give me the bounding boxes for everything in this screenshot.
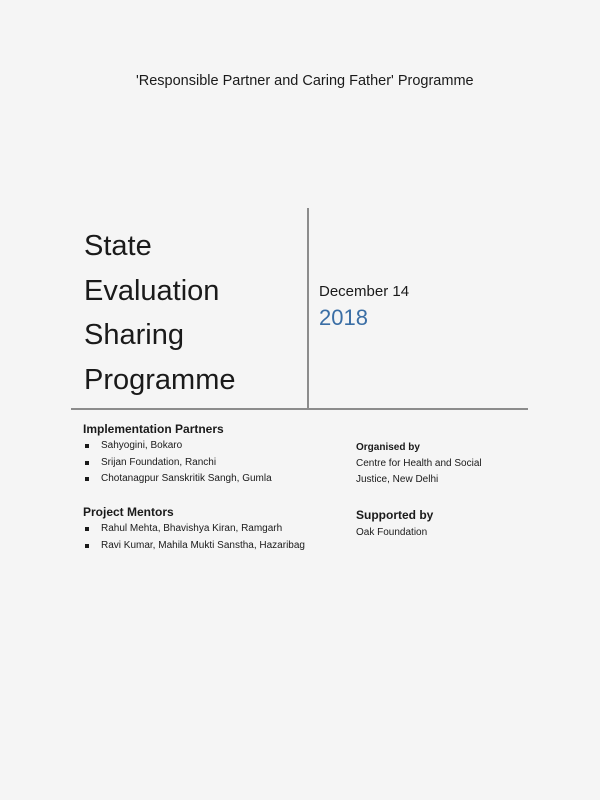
vertical-divider	[307, 208, 309, 409]
title-line: State	[84, 230, 152, 262]
organiser-line: Centre for Health and Social	[356, 458, 482, 469]
list-item	[85, 471, 272, 488]
document-title	[84, 224, 236, 402]
bullet-icon	[85, 461, 89, 465]
event-date: December 14	[319, 283, 410, 300]
title-line: Sharing	[84, 319, 184, 351]
implementation-partners-heading: Implementation Partners	[83, 422, 224, 436]
bullet-icon	[85, 527, 89, 531]
project-mentors-heading: Project Mentors	[83, 505, 174, 519]
list-item-label: Ravi Kumar, Mahila Mukti Sanstha, Hazaribag	[101, 539, 305, 551]
programme-name: 'Responsible Partner and Caring Father' Programme	[136, 73, 474, 89]
supporter-name: Oak Foundation	[356, 527, 428, 538]
supported-by-heading: Supported by	[356, 508, 434, 522]
list-item-label: Rahul Mehta, Bhavishya Kiran, Ramgarh	[101, 523, 283, 534]
organised-by-heading: Organised by	[356, 442, 420, 453]
bullet-icon	[85, 477, 89, 481]
implementation-partners-list	[85, 438, 272, 488]
list-item-label: Sahyogini, Bokaro	[101, 440, 183, 451]
list-item	[85, 538, 305, 555]
bullet-icon	[85, 444, 89, 448]
list-item	[85, 438, 272, 455]
list-item-label: Srijan Foundation, Ranchi	[101, 456, 217, 468]
organiser-line: Justice, New Delhi	[356, 474, 439, 485]
list-item	[85, 455, 272, 472]
bullet-icon	[85, 544, 89, 548]
list-item-label: Chotanagpur Sanskritik Sangh, Gumla	[101, 473, 272, 484]
title-line: Programme	[84, 363, 236, 396]
event-year: 2018	[319, 305, 368, 330]
horizontal-divider	[71, 408, 528, 410]
list-item	[85, 521, 305, 538]
project-mentors-list	[85, 521, 305, 554]
organiser-name	[356, 456, 482, 488]
title-line: Evaluation	[84, 274, 220, 307]
